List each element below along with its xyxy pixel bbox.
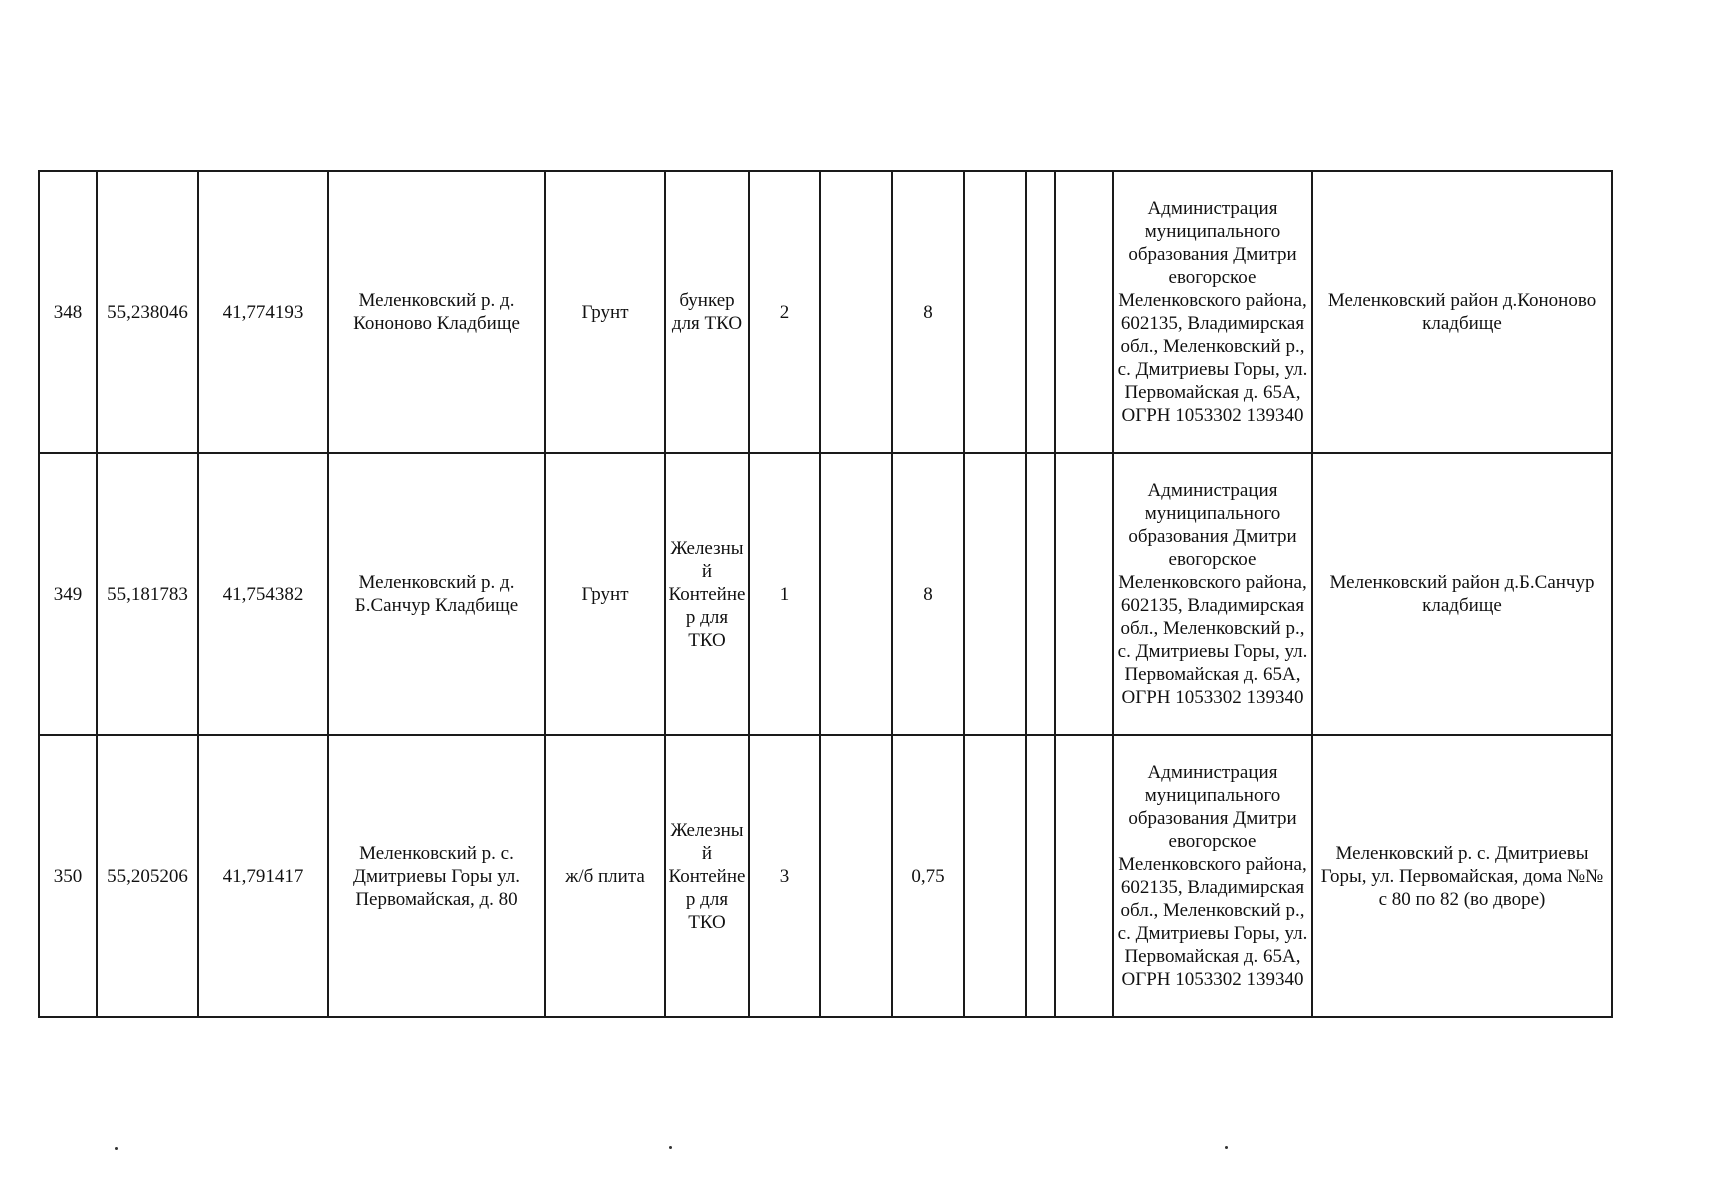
empty-cell — [964, 171, 1026, 453]
owner-cell: Администрация муниципального образования Дмитри евогорское Меленковского района, 602135, Владимирская обл., Меленковский р., с. Дмитриевы Горы, ул. Первомайская д. 65А, ОГРН 1053302 139340 — [1113, 453, 1312, 735]
waste-source-cell: Меленковский район д.Кононово кладбище — [1312, 171, 1612, 453]
row-number-cell: 349 — [39, 453, 97, 735]
longitude-cell: 41,754382 — [198, 453, 328, 735]
longitude-cell: 41,774193 — [198, 171, 328, 453]
waste-source-cell: Меленковский район д.Б.Санчур кладбище — [1312, 453, 1612, 735]
location-cell: Меленковский р. с. Дмитриевы Горы ул. Первомайская, д. 80 — [328, 735, 545, 1017]
owner-cell: Администрация муниципального образования Дмитри евогорское Меленковского района, 602135, Владимирская обл., Меленковский р., с. Дмитриевы Горы, ул. Первомайская д. 65А, ОГРН 1053302 139340 — [1113, 171, 1312, 453]
row-number-cell: 348 — [39, 171, 97, 453]
empty-cell — [820, 171, 892, 453]
table-row — [39, 171, 1612, 453]
container-count-cell: 3 — [749, 735, 820, 1017]
longitude-cell: 41,791417 — [198, 735, 328, 1017]
scan-speck — [669, 1146, 672, 1149]
scan-speck — [1225, 1146, 1228, 1149]
waste-source-cell: Меленковский р. с. Дмитриевы Горы, ул. Первомайская, дома №№ с 80 по 82 (во дворе) — [1312, 735, 1612, 1017]
table-row — [39, 735, 1612, 1017]
owner-cell: Администрация муниципального образования Дмитри евогорское Меленковского района, 602135, Владимирская обл., Меленковский р., с. Дмитриевы Горы, ул. Первомайская д. 65А, ОГРН 1053302 139340 — [1113, 735, 1312, 1017]
latitude-cell: 55,181783 — [97, 453, 198, 735]
surface-cell: Грунт — [545, 171, 665, 453]
container-type-cell: бункер для ТКО — [665, 171, 749, 453]
location-cell: Меленковский р. д. Кононово Кладбище — [328, 171, 545, 453]
empty-cell — [820, 453, 892, 735]
empty-cell — [1026, 735, 1055, 1017]
row-number-cell: 350 — [39, 735, 97, 1017]
empty-cell — [1055, 735, 1113, 1017]
container-count-cell: 2 — [749, 171, 820, 453]
empty-cell — [964, 453, 1026, 735]
empty-cell — [1055, 453, 1113, 735]
location-cell: Меленковский р. д. Б.Санчур Кладбище — [328, 453, 545, 735]
surface-cell: ж/б плита — [545, 735, 665, 1017]
table-row — [39, 453, 1612, 735]
empty-cell — [964, 735, 1026, 1017]
empty-cell — [1026, 453, 1055, 735]
latitude-cell: 55,205206 — [97, 735, 198, 1017]
container-volume-cell: 8 — [892, 453, 964, 735]
surface-cell: Грунт — [545, 453, 665, 735]
empty-cell — [820, 735, 892, 1017]
empty-cell — [1026, 171, 1055, 453]
empty-cell — [1055, 171, 1113, 453]
waste-sites-table — [38, 170, 1613, 1018]
container-volume-cell: 8 — [892, 171, 964, 453]
container-count-cell: 1 — [749, 453, 820, 735]
container-volume-cell: 0,75 — [892, 735, 964, 1017]
container-type-cell: Железный Контейнер для ТКО — [665, 453, 749, 735]
scan-speck — [115, 1147, 118, 1150]
container-type-cell: Железный Контейнер для ТКО — [665, 735, 749, 1017]
latitude-cell: 55,238046 — [97, 171, 198, 453]
